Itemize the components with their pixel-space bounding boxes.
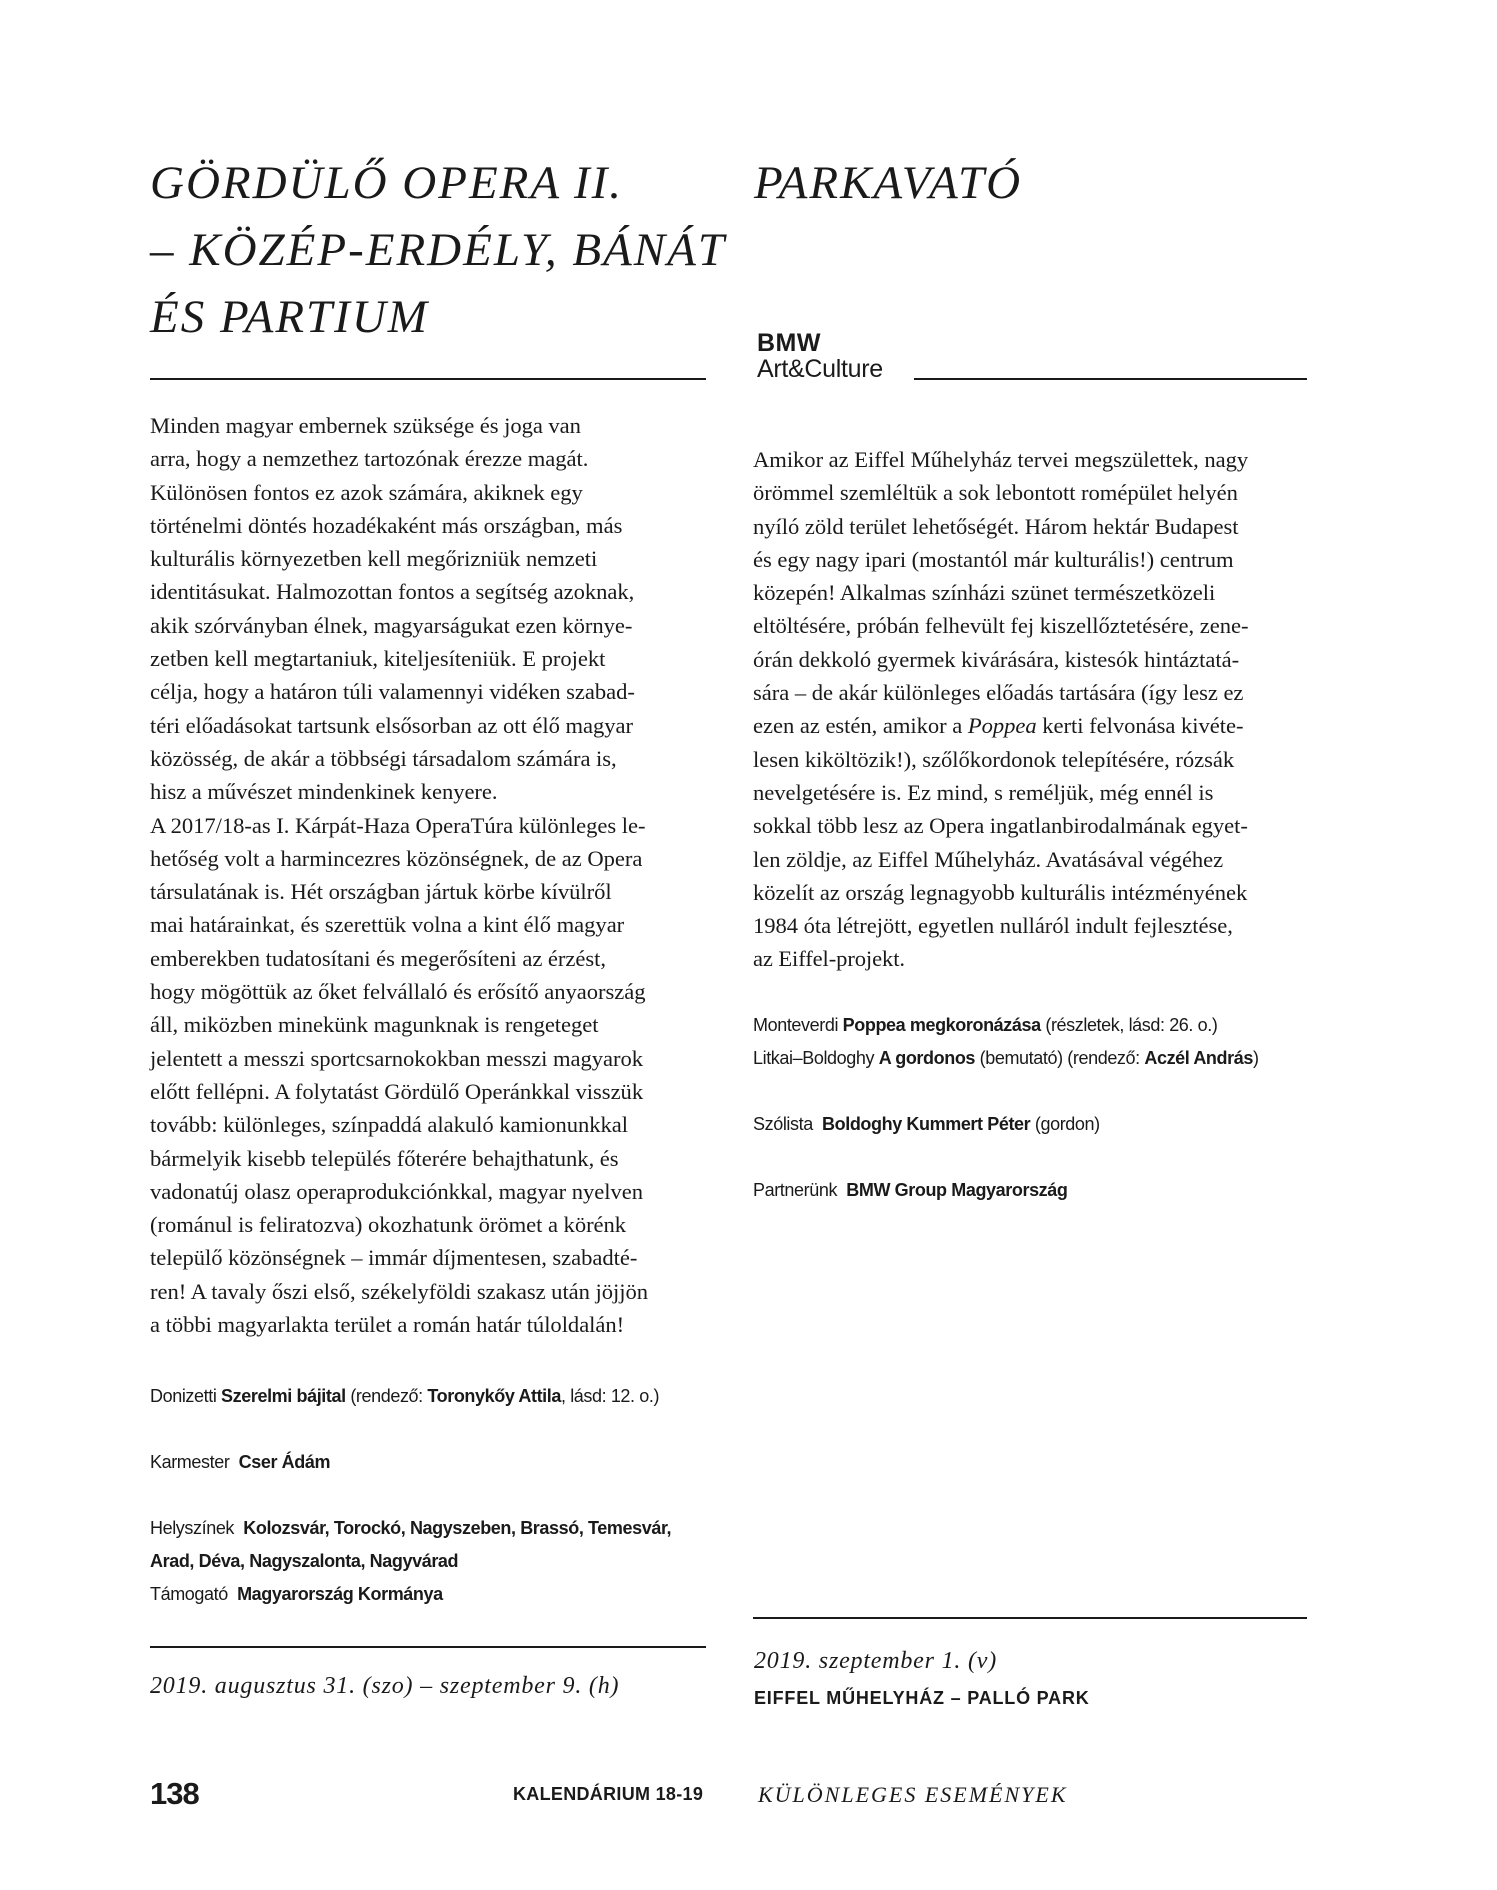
- left-body-line: bármelyik kisebb település főterére behajthatunk, és: [150, 1145, 619, 1171]
- right-body-line: és egy nagy ipari (mostantól már kulturális!) centrum: [753, 546, 1234, 572]
- left-body-line: hetőség volt a harmincezres közönségnek, de az Opera: [150, 845, 643, 871]
- right-body-line: közepén! Alkalmas színházi szünet természetközeli: [753, 580, 1216, 606]
- right-body-line: az Eiffel-projekt.: [753, 946, 905, 972]
- left-body-line: társulatának is. Hét országban jártuk körbe kívülről: [150, 879, 612, 905]
- left-body-line: ren! A tavaly őszi első, székelyföldi szakasz után jöjjön: [150, 1278, 649, 1304]
- poppea-title: Poppea megkoronázása: [842, 1015, 1041, 1035]
- right-body-line: nevelgetésére is. Ez mind, s reméljük, még ennél is: [753, 779, 1214, 805]
- gordonos-title: A gordonos: [878, 1048, 976, 1068]
- right-footer-divider: [753, 1617, 1307, 1619]
- left-title: [150, 150, 726, 351]
- left-credits: [150, 1380, 671, 1611]
- venues-line-1: Kolozsvár, Torockó, Nagyszeben, Brassó, Temesvár,: [243, 1518, 672, 1538]
- right-body-text: [753, 443, 1313, 976]
- right-title-divider: [914, 378, 1307, 380]
- gordonos-director: Aczél András: [1144, 1048, 1253, 1068]
- left-body-line: települő közönségnek – immár díjmentesen, szabadté-: [150, 1245, 638, 1271]
- venues-line-2: Arad, Déva, Nagyszalonta, Nagyvárad: [150, 1551, 459, 1571]
- left-body-line: (románul is feliratozva) okozhatunk örömet a körénk: [150, 1212, 627, 1238]
- left-credit-venues: Helyszínek Kolozsvár, Torockó, Nagyszeben, Brassó, Temesvár,: [150, 1518, 672, 1538]
- logo-line-1: BMW: [757, 329, 821, 357]
- left-credit-conductor: Karmester Cser Ádám: [150, 1452, 331, 1472]
- right-credit-soloist: Szólista Boldoghy Kummert Péter (gordon): [753, 1114, 1100, 1134]
- left-body-line: történelmi döntés hozadékaként más országban, más: [150, 512, 623, 538]
- left-body-line: Különösen fontos ez azok számára, akiknek egy: [150, 479, 583, 505]
- right-title: PARKAVATÓ: [754, 157, 1023, 209]
- left-event-date: 2019. augusztus 31. (szo) – szeptember 9. (h): [150, 1673, 620, 1699]
- left-body-line: hisz a művészet mindenkinek kenyere.: [150, 779, 498, 805]
- right-body-line: ezen az estén, amikor a Poppea kerti felvonása kivéte-: [753, 713, 1244, 739]
- left-body-text: [150, 409, 710, 1341]
- partner-name: BMW Group Magyarország: [846, 1180, 1068, 1200]
- left-body-line: kulturális környezetben kell megőrizniük nemzeti: [150, 546, 598, 572]
- left-body-line: közösség, de akár a többségi társadalom számára is,: [150, 745, 617, 771]
- left-title-line-2: – KÖZÉP-ERDÉLY, BÁNÁT: [150, 224, 726, 276]
- right-event-date: 2019. szeptember 1. (v): [754, 1648, 998, 1674]
- left-body-line: mai határainkat, és szerettük volna a kint élő magyar: [150, 912, 625, 938]
- conductor-name: Cser Ádám: [238, 1452, 331, 1472]
- left-title-line-1: GÖRDÜLŐ OPERA II.: [150, 157, 624, 209]
- left-body-line: téri előadásokat tartsunk elsősorban az ott élő magyar: [150, 712, 633, 738]
- left-body-line: A 2017/18-as I. Kárpát-Haza OperaTúra különleges le-: [150, 812, 646, 838]
- logo-line-2: Art&Culture: [757, 355, 883, 383]
- right-body-line: lesen kiköltözik!), szőlőkordonok telepítésére, rózsák: [753, 746, 1235, 772]
- left-body-line: identitásukat. Halmozottan fontos a segítség azoknak,: [150, 579, 635, 605]
- left-body-line: hogy mögöttük az őket felvállaló és erősítő anyaország: [150, 979, 646, 1005]
- right-body-line: sokkal több lesz az Opera ingatlanbirodalmának egyet-: [753, 813, 1248, 839]
- left-body-line: tovább: különleges, színpaddá alakuló kamionunkkal: [150, 1112, 629, 1138]
- left-body-line: előtt fellépni. A folytatást Gördülő Operánkkal visszük: [150, 1078, 644, 1104]
- left-body-line: vadonatúj olasz operaprodukciónkkal, magyar nyelven: [150, 1178, 644, 1204]
- right-body-line: len zöldje, az Eiffel Műhelyház. Avatásával végéhez: [753, 846, 1224, 872]
- right-body-line: órán dekkoló gyermek kivárására, kistesók hintáztatá-: [753, 646, 1240, 672]
- left-credit-supporter: Támogató Magyarország Kormánya: [150, 1584, 443, 1604]
- supporter-name: Magyarország Kormánya: [237, 1584, 443, 1604]
- left-body-line: akik szórványban élnek, magyarságukat ezen környe-: [150, 612, 633, 638]
- left-body-line: jelentett a messzi sportcsarnokokban messzi magyarok: [150, 1045, 644, 1071]
- left-title-divider: [150, 378, 706, 380]
- director-name: Toronykőy Attila: [427, 1386, 561, 1406]
- right-credit-gordonos: Litkai–Boldoghy A gordonos (bemutató) (rendező: Aczél András): [753, 1048, 1259, 1068]
- soloist-name: Boldoghy Kummert Péter: [822, 1114, 1031, 1134]
- left-body-line: célja, hogy a határon túli valamennyi vidéken szabad-: [150, 679, 635, 705]
- right-body-line: örömmel szemléltük a sok lebontott romépület helyén: [753, 480, 1238, 506]
- right-body-line: nyíló zöld terület lehetőségét. Három hektár Budapest: [753, 513, 1239, 539]
- production-title: Szerelmi bájital: [221, 1386, 346, 1406]
- left-body-line: emberekben tudatosítani és megerősíteni az érzést,: [150, 945, 606, 971]
- left-footer-divider: [150, 1646, 706, 1648]
- left-title-line-3: ÉS PARTIUM: [150, 291, 429, 343]
- left-body-line: arra, hogy a nemzethez tartozónak érezze magát.: [150, 446, 589, 472]
- left-body-line: a többi magyarlakta terület a román határ túloldalán!: [150, 1312, 625, 1338]
- left-body-line: zetben kell megtartaniuk, kiteljesíteniük. E projekt: [150, 646, 606, 672]
- right-event-venue: EIFFEL MŰHELYHÁZ – PALLÓ PARK: [754, 1688, 1090, 1708]
- section-name: KÜLÖNLEGES ESEMÉNYEK: [758, 1782, 1068, 1807]
- right-body-line: Amikor az Eiffel Műhelyház tervei megszülettek, nagy: [753, 447, 1249, 472]
- left-body-line: áll, miközben minekünk magunknak is rengeteget: [150, 1012, 599, 1038]
- right-body-line: eltöltésére, próbán felhevült fej kiszellőztetésére, zene-: [753, 613, 1249, 639]
- bmw-art-culture-logo: [757, 330, 883, 382]
- right-body-line: közelít az ország legnagyobb kulturális intézményének: [753, 879, 1248, 905]
- left-body-line: Minden magyar embernek szüksége és joga van: [150, 413, 581, 438]
- right-body-line: 1984 óta létrejött, egyetlen nulláról indult fejlesztése,: [753, 913, 1233, 939]
- page-number: 138: [150, 1776, 199, 1811]
- publication-name: KALENDÁRIUM 18-19: [513, 1784, 704, 1804]
- right-credit-partner: Partnerünk BMW Group Magyarország: [753, 1180, 1068, 1200]
- right-credits: [753, 1009, 1259, 1207]
- right-credit-poppea: Monteverdi Poppea megkoronázása (részletek, lásd: 26. o.): [753, 1015, 1218, 1035]
- right-body-line: sára – de akár különleges előadás tartására (így lesz ez: [753, 680, 1244, 706]
- left-credit-production: Donizetti Szerelmi bájital (rendező: Toronykőy Attila, lásd: 12. o.): [150, 1386, 660, 1406]
